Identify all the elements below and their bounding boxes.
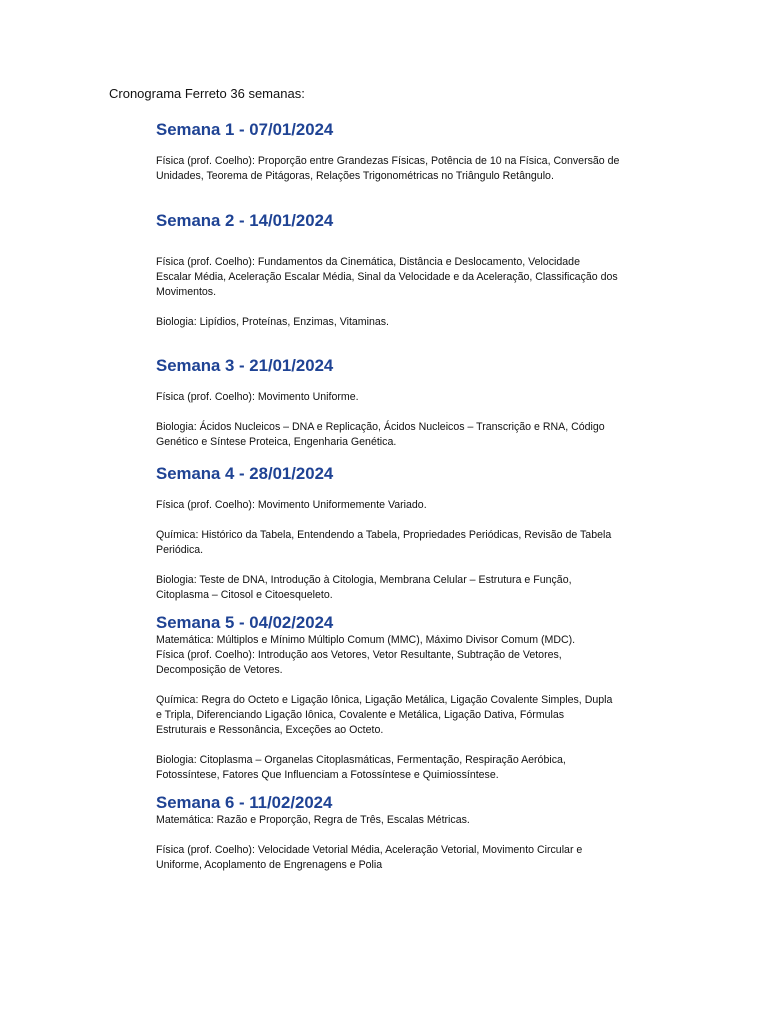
schedule-content <box>156 118 660 873</box>
week-section <box>156 354 660 450</box>
week-title: Semana 1 - 07/01/2024 <box>156 120 334 139</box>
week-topics: Física (prof. Coelho): Proporção entre Grandezas Físicas, Potência de 10 na Física, Conversão de Unidades, Teorema de Pitágoras, Relações Trigonométricas no Triângulo Retângulo. <box>156 155 620 182</box>
week-title: Semana 2 - 14/01/2024 <box>156 211 334 230</box>
week-section <box>156 613 660 783</box>
week-topics: Biologia: Ácidos Nucleicos – DNA e Replicação, Ácidos Nucleicos – Transcrição e RNA, Código Genético e Síntese Proteica, Engenharia Genética. <box>156 421 605 448</box>
week-topics: Química: Regra do Octeto e Ligação Iônica, Ligação Metálica, Ligação Covalente Simples, Dupla e Tripla, Diferenciando Ligação Iônica, Covalente e Metálica, Ligação Dativa, Fórmulas Estruturais e Ressonância, Exceções ao Octeto. <box>156 694 613 736</box>
week-topics: Física (prof. Coelho): Movimento Uniformemente Variado. <box>156 499 427 511</box>
week-section <box>156 209 660 330</box>
week-section <box>156 793 660 873</box>
week-title: Semana 4 - 28/01/2024 <box>156 464 334 483</box>
week-topics: Matemática: Múltiplos e Mínimo Múltiplo Comum (MMC), Máximo Divisor Comum (MDC). Física (prof. Coelho): Introdução aos Vetores, Vetor Resultante, Subtração de Vetores, Decomposição de Vetores. <box>156 634 576 676</box>
week-topics: Biologia: Lipídios, Proteínas, Enzimas, Vitaminas. <box>156 316 389 328</box>
week-section <box>156 118 660 184</box>
week-topics: Biologia: Citoplasma – Organelas Citoplasmáticas, Fermentação, Respiração Aeróbica, Fotossíntese, Fatores Que Influenciam a Fotossíntese e Quimiossíntese. <box>156 754 566 781</box>
week-title: Semana 3 - 21/01/2024 <box>156 356 334 375</box>
week-section <box>156 462 660 603</box>
week-topics: Química: Histórico da Tabela, Entendendo a Tabela, Propriedades Periódicas, Revisão de Tabela Periódica. <box>156 529 612 556</box>
week-title: Semana 5 - 04/02/2024 <box>156 613 334 632</box>
week-topics: Biologia: Teste de DNA, Introdução à Citologia, Membrana Celular – Estrutura e Função, Citoplasma – Citosol e Citoesqueleto. <box>156 574 572 601</box>
week-topics: Física (prof. Coelho): Fundamentos da Cinemática, Distância e Deslocamento, Velocidade Escalar Média, Aceleração Escalar Média, Sinal da Velocidade e da Aceleração, Classificação dos Movimentos. <box>156 256 618 298</box>
week-title: Semana 6 - 11/02/2024 <box>156 793 333 812</box>
week-topics: Matemática: Razão e Proporção, Regra de Três, Escalas Métricas. <box>156 814 470 826</box>
document-intro: Cronograma Ferreto 36 semanas: <box>109 86 305 101</box>
week-topics: Física (prof. Coelho): Velocidade Vetorial Média, Aceleração Vetorial, Movimento Circular e Uniforme, Acoplamento de Engrenagens e Polia <box>156 844 583 871</box>
week-topics: Física (prof. Coelho): Movimento Uniforme. <box>156 391 359 403</box>
